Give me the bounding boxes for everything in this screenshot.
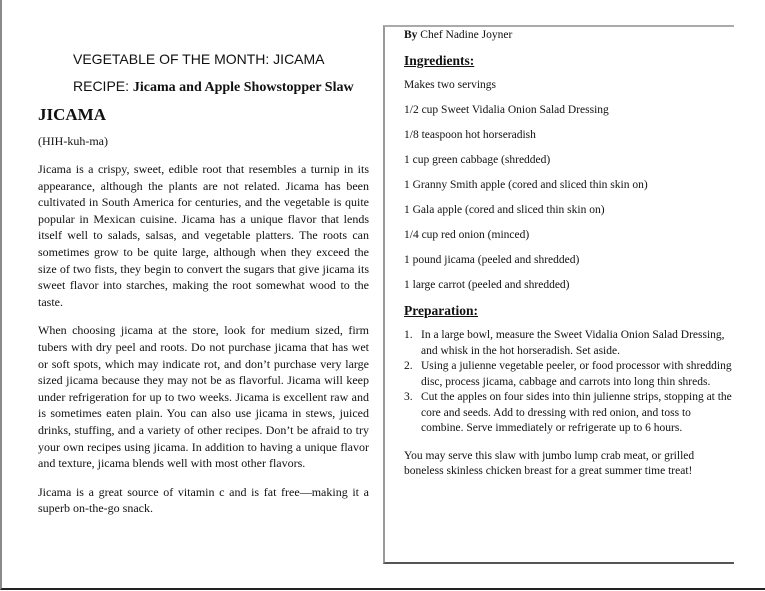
preparation-heading: Preparation: — [404, 303, 478, 318]
vegetable-of-month-heading: VEGETABLE OF THE MONTH: JICAMA — [73, 51, 325, 67]
ingredient-item: 1 large carrot (peeled and shredded) — [404, 279, 570, 291]
ingredient-item: 1/8 teaspoon hot horseradish — [404, 129, 536, 141]
step-item — [404, 328, 734, 359]
step-number: 3. — [404, 391, 413, 403]
ingredient-item: 1 pound jicama (peeled and shredded) — [404, 254, 580, 266]
step-number: 1. — [404, 329, 413, 341]
byline-by: By — [404, 29, 418, 41]
preparation-steps — [404, 328, 734, 437]
ingredient-item: Makes two servings — [404, 79, 496, 91]
step-text: In a large bowl, measure the Sweet Vidalia Onion Salad Dressing, and whisk in the hot horseradish. Set aside. — [421, 329, 725, 357]
article-paragraph: Jicama is a crispy, sweet, edible root that resembles a turnip in its appearance, although the plants are not related. Jicama has been cultivated in South America for centuries, and the vegetable is quite popular in Mexican cuisine. Jicama has a unique flavor that lends itself well to salads, salsas, and vegetable platters. The roots can sometimes grow to be quite large, although when they exceed the size of two fists, they begin to convert the sugars that give jicama its sweet flavor into starches, making the root somewhat wood to the taste. — [38, 162, 369, 309]
ingredient-item: 1 cup green cabbage (shredded) — [404, 154, 551, 166]
ingredient-item: 1/4 cup red onion (minced) — [404, 229, 530, 241]
pronunciation: (HIH-kuh-ma) — [38, 134, 108, 148]
ingredient-item: 1 Granny Smith apple (cored and sliced thin skin on) — [404, 179, 648, 191]
jicama-article — [38, 105, 369, 529]
chef-name: Chef Nadine Joyner — [417, 29, 513, 41]
recipe-name: Jicama and Apple Showstopper Slaw — [132, 80, 354, 95]
serving-suggestion: You may serve this slaw with jumbo lump crab meat, or grilled boneless skinless chicken breast for a great summer time treat! — [404, 449, 695, 477]
step-text: Using a julienne vegetable peeler, or food processor with shredding disc, process jicama, cabbage and carrots into long thin shreds. — [421, 360, 732, 388]
step-item — [404, 390, 734, 437]
recipe-box — [383, 25, 734, 564]
ingredient-item: 1/2 cup Sweet Vidalia Onion Salad Dressing — [404, 104, 609, 116]
article-paragraph: When choosing jicama at the store, look for medium sized, firm tubers with dry peel and roots. Do not purchase jicama that has wet or soft spots, which may indicate rot, and don’t purchase very large sized jicama because they may not be as flavorful. Jicama will keep under refrigeration for up to two weeks. Jicama is excellent raw and is sometimes eaten plain. You can also use jicama in stews, juiced drinks, stuffing, and a variety of other recipes. Don’t be afraid to try your own recipes using jicama. In addition to having a unique flavor and texture, jicama blends well with most other flavors. — [38, 323, 369, 471]
recipe-label: RECIPE: — [73, 78, 133, 94]
ingredient-item: 1 Gala apple (cored and sliced thin skin on) — [404, 204, 605, 216]
ingredients-heading: Ingredients: — [404, 53, 475, 68]
step-text: Cut the apples on four sides into thin julienne strips, stopping at the core and seeds. Add to dressing with red onion, and toss to combine. Serve immediately or refrigerate up to 6 hours. — [421, 391, 732, 434]
byline — [404, 29, 734, 41]
article-paragraph: Jicama is a great source of vitamin c and is fat free—making it a superb on-the-go snack. — [38, 484, 369, 516]
article-title: JICAMA — [38, 105, 106, 124]
step-item — [404, 359, 734, 390]
recipe-heading — [73, 78, 354, 96]
step-number: 2. — [404, 360, 413, 372]
